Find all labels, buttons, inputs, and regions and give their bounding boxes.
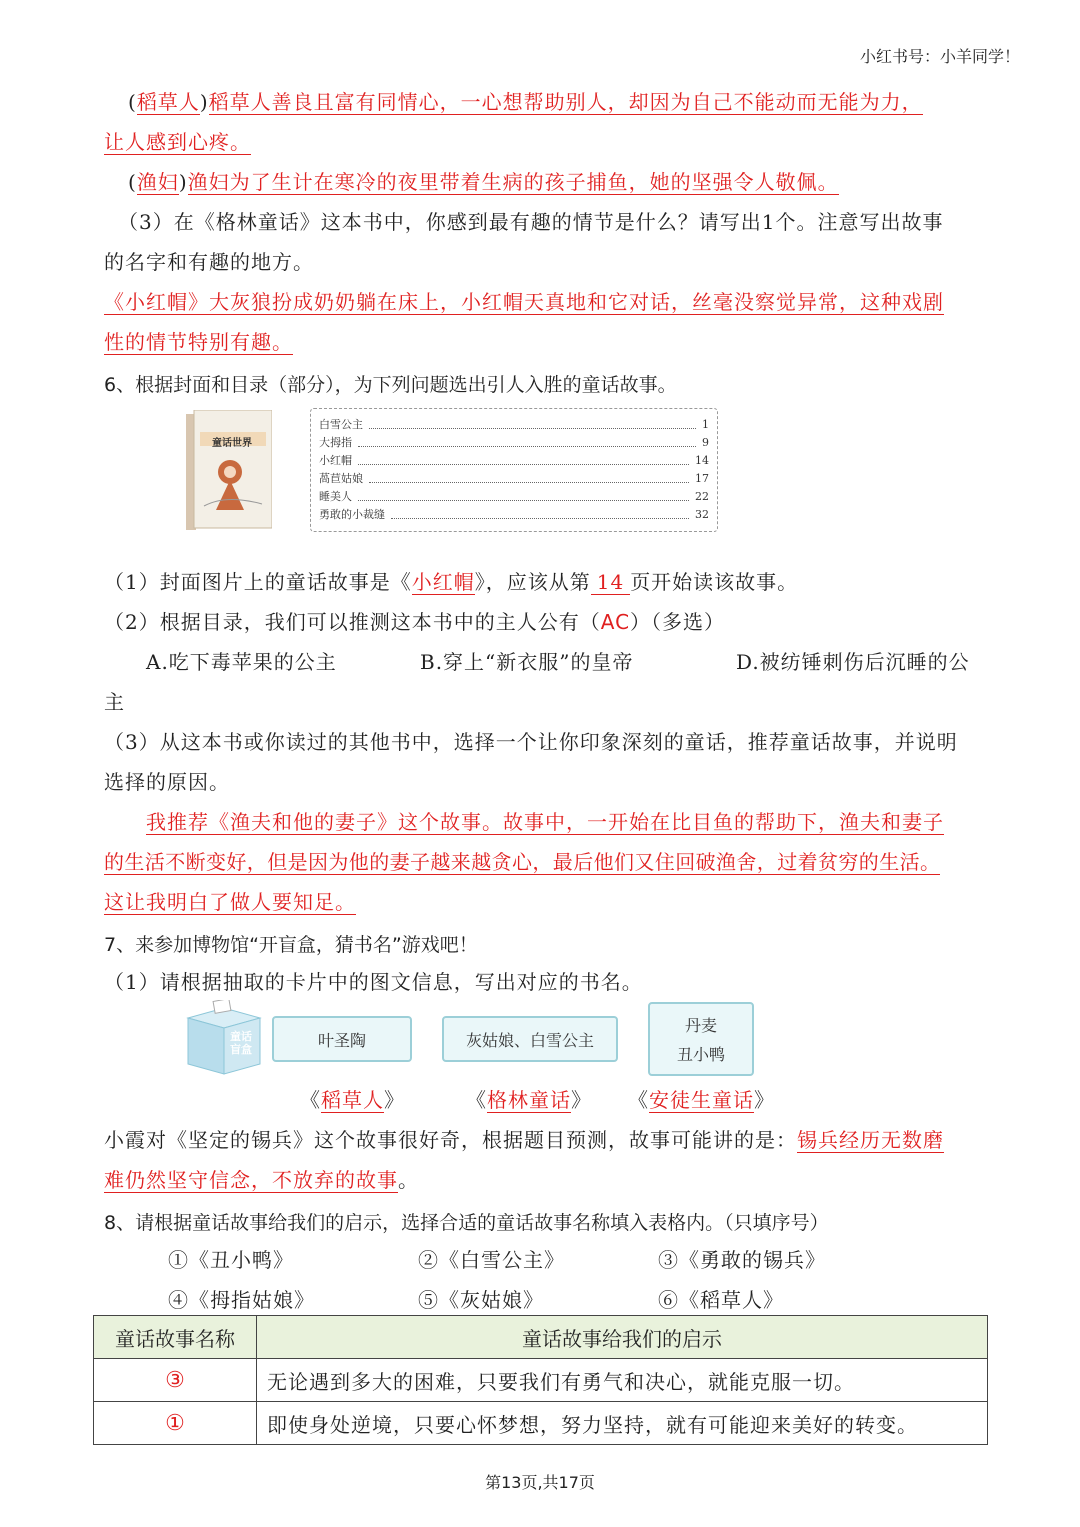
answer-text: 难仍然坚守信念，不放弃的故事 <box>104 1168 398 1192</box>
answer-text: 稻草人善良且富有同情心，一心想帮助别人，却因为自己不能动而无能为力， <box>208 90 923 114</box>
book-bracket: 《 <box>466 1088 487 1112</box>
answer-text: 的生活不断变好，但是因为他的妻子越来越贪心，最后他们又住回破渔舍，过着贫穷的生活。 <box>104 850 941 874</box>
answer-line <box>104 848 940 876</box>
question-text: 的名字和有趣的地方。 <box>104 250 314 274</box>
story-option: ⑥《稻草人》 <box>658 1288 784 1312</box>
question-text <box>104 608 725 636</box>
toc-title: 白雪公主 <box>319 418 363 431</box>
table-header: 童话故事给我们的启示 <box>257 1316 988 1359</box>
answer-line <box>104 888 356 916</box>
book-bracket: 》 <box>571 1088 592 1112</box>
toc-row <box>319 451 709 469</box>
toc-page: 14 <box>695 453 709 467</box>
toc-page: 22 <box>695 489 709 503</box>
table-answer-cell: ① <box>94 1402 257 1445</box>
story-option: ②《白雪公主》 <box>418 1248 565 1272</box>
toc-row <box>319 505 709 523</box>
answer-line <box>104 128 251 156</box>
answer-line <box>104 1166 419 1194</box>
option-b: B.穿上“新衣服”的皇帝 <box>420 650 634 674</box>
answer-text: 《小红帽》大灰狼扮成奶奶躺在床上，小红帽天真地和它对话，丝毫没察觉异常，这种戏剧 <box>104 290 944 314</box>
answer-text: 14 <box>591 570 630 595</box>
toc-row <box>319 487 709 505</box>
story-option: ⑤《灰姑娘》 <box>418 1288 544 1312</box>
toc-row <box>319 433 709 451</box>
question-text-part: 小霞对《坚定的锡兵》这个故事很好奇，根据题目预测，故事可能讲的是： <box>104 1128 797 1152</box>
answer-paren: 渔妇 <box>136 170 179 194</box>
table-row <box>94 1402 988 1445</box>
toc-page: 17 <box>695 471 709 485</box>
clue-card <box>272 1016 412 1062</box>
table-header: 童话故事名称 <box>94 1316 257 1359</box>
question-text-part: ）（多选） <box>630 610 726 634</box>
story-option: ①《丑小鸭》 <box>168 1248 294 1272</box>
table-text-cell: 无论遇到多大的困难，只要我们有勇气和决心，就能克服一切。 <box>257 1359 988 1402</box>
story-option: ③《勇敢的锡兵》 <box>658 1248 826 1272</box>
answer-line <box>104 288 944 316</box>
answer-text: 锡兵经历无数磨 <box>797 1128 944 1152</box>
toc-page: 9 <box>702 435 709 449</box>
question-text-part: 》，应该从第 <box>474 570 591 594</box>
toc-row <box>319 415 709 433</box>
answer-text: 格林童话 <box>487 1088 571 1112</box>
option-d-cont: 主 <box>104 690 125 714</box>
question-text <box>104 1126 944 1154</box>
answer-text: 稻草人 <box>321 1088 384 1112</box>
answer-line <box>466 1086 592 1114</box>
question-text-part: （1）封面图片上的童话故事是《 <box>104 570 412 594</box>
toc-title: 小红帽 <box>319 454 352 467</box>
account-label: 小红书号：小羊同学！ <box>859 47 1020 66</box>
blind-box-image <box>184 1000 264 1076</box>
answer-text: 安徒生童话 <box>649 1088 754 1112</box>
page-number: 第13页,共17页 <box>485 1473 595 1492</box>
answer-paren: 稻草人 <box>136 90 200 114</box>
book-bracket: 《 <box>300 1088 321 1112</box>
table-answer-cell: ③ <box>94 1359 257 1402</box>
card-text: 丑小鸭 <box>676 1045 725 1064</box>
answer-text: 性的情节特别有趣。 <box>104 330 293 354</box>
question-text: （3）在《格林童话》这本书中，你感到最有趣的情节是什么？请写出1个。注意写出故事 <box>118 210 944 234</box>
toc-row <box>319 469 709 487</box>
section-title: 8、请根据童话故事给我们的启示，选择合适的童话故事名称填入表格内。（只填序号） <box>104 1212 829 1234</box>
toc-title: 睡美人 <box>319 490 352 503</box>
book-cover-image <box>186 410 272 530</box>
answer-text: 小红帽 <box>411 570 475 594</box>
answer-text: 这让我明白了做人要知足。 <box>104 890 356 914</box>
toc-title: 萵苣姑娘 <box>319 472 363 485</box>
blind-box-label: 童话盲盒 <box>230 1030 252 1056</box>
book-bracket: 》 <box>754 1088 775 1112</box>
punctuation: 。 <box>398 1168 419 1192</box>
story-option: ④《拇指姑娘》 <box>168 1288 315 1312</box>
answer-text: AC <box>600 610 631 634</box>
question-text: 选择的原因。 <box>104 770 230 794</box>
answer-table <box>93 1315 988 1445</box>
table-row <box>94 1359 988 1402</box>
clue-card <box>442 1016 618 1062</box>
toc-title: 大拇指 <box>319 436 352 449</box>
card-text: 叶圣陶 <box>317 1030 366 1050</box>
section-title: 6、根据封面和目录（部分），为下列问题选出引人入胜的童话故事。 <box>104 374 677 396</box>
question-text-part: 页开始读该故事。 <box>630 570 799 594</box>
card-text: 丹麦 <box>684 1016 717 1035</box>
answer-text: 渔妇为了生计在寒冷的夜里带着生病的孩子捕鱼，她的坚强令人敬佩。 <box>187 170 839 194</box>
question-text: （3）从这本书或你读过的其他书中，选择一个让你印象深刻的童话，推荐童话故事，并说明 <box>104 730 958 754</box>
answer-line: (稻草人)稻草人善良且富有同情心，一心想帮助别人，却因为自己不能动而无能为力， <box>128 90 923 114</box>
answer-line <box>300 1086 405 1114</box>
answer-line <box>104 328 293 356</box>
answer-line <box>146 808 944 836</box>
table-header-row <box>94 1316 988 1359</box>
table-of-contents <box>310 408 718 532</box>
clue-card <box>648 1002 754 1076</box>
table-text-cell: 即使身处逆境，只要心怀梦想，努力坚持，就有可能迎来美好的转变。 <box>257 1402 988 1445</box>
card-text: 灰姑娘、白雪公主 <box>465 1030 594 1050</box>
toc-page: 1 <box>702 417 709 431</box>
option-a: A.吃下毒苹果的公主 <box>146 650 337 674</box>
toc-page: 32 <box>695 507 709 521</box>
toc-title: 勇敢的小裁缝 <box>319 508 385 521</box>
answer-text: 让人感到心疼。 <box>104 130 251 154</box>
book-cover-title: 童话世界 <box>212 438 252 449</box>
question-text-part: （2）根据目录，我们可以推测这本书中的主人公有（ <box>104 610 601 634</box>
question-text <box>104 568 798 596</box>
book-bracket: 》 <box>384 1088 405 1112</box>
answer-line: (渔妇)渔妇为了生计在寒冷的夜里带着生病的孩子捕鱼，她的坚强令人敬佩。 <box>128 170 839 194</box>
answer-line <box>628 1086 775 1114</box>
answer-text: 我推荐《渔夫和他的妻子》这个故事。故事中，一开始在比目鱼的帮助下，渔夫和妻子 <box>146 810 944 834</box>
option-d: D.被纺锤刺伤后沉睡的公 <box>736 650 970 674</box>
book-bracket: 《 <box>628 1088 649 1112</box>
question-text: （1）请根据抽取的卡片中的图文信息，写出对应的书名。 <box>104 970 643 994</box>
section-title: 7、来参加博物馆“开盲盒，猜书名”游戏吧！ <box>104 934 478 956</box>
